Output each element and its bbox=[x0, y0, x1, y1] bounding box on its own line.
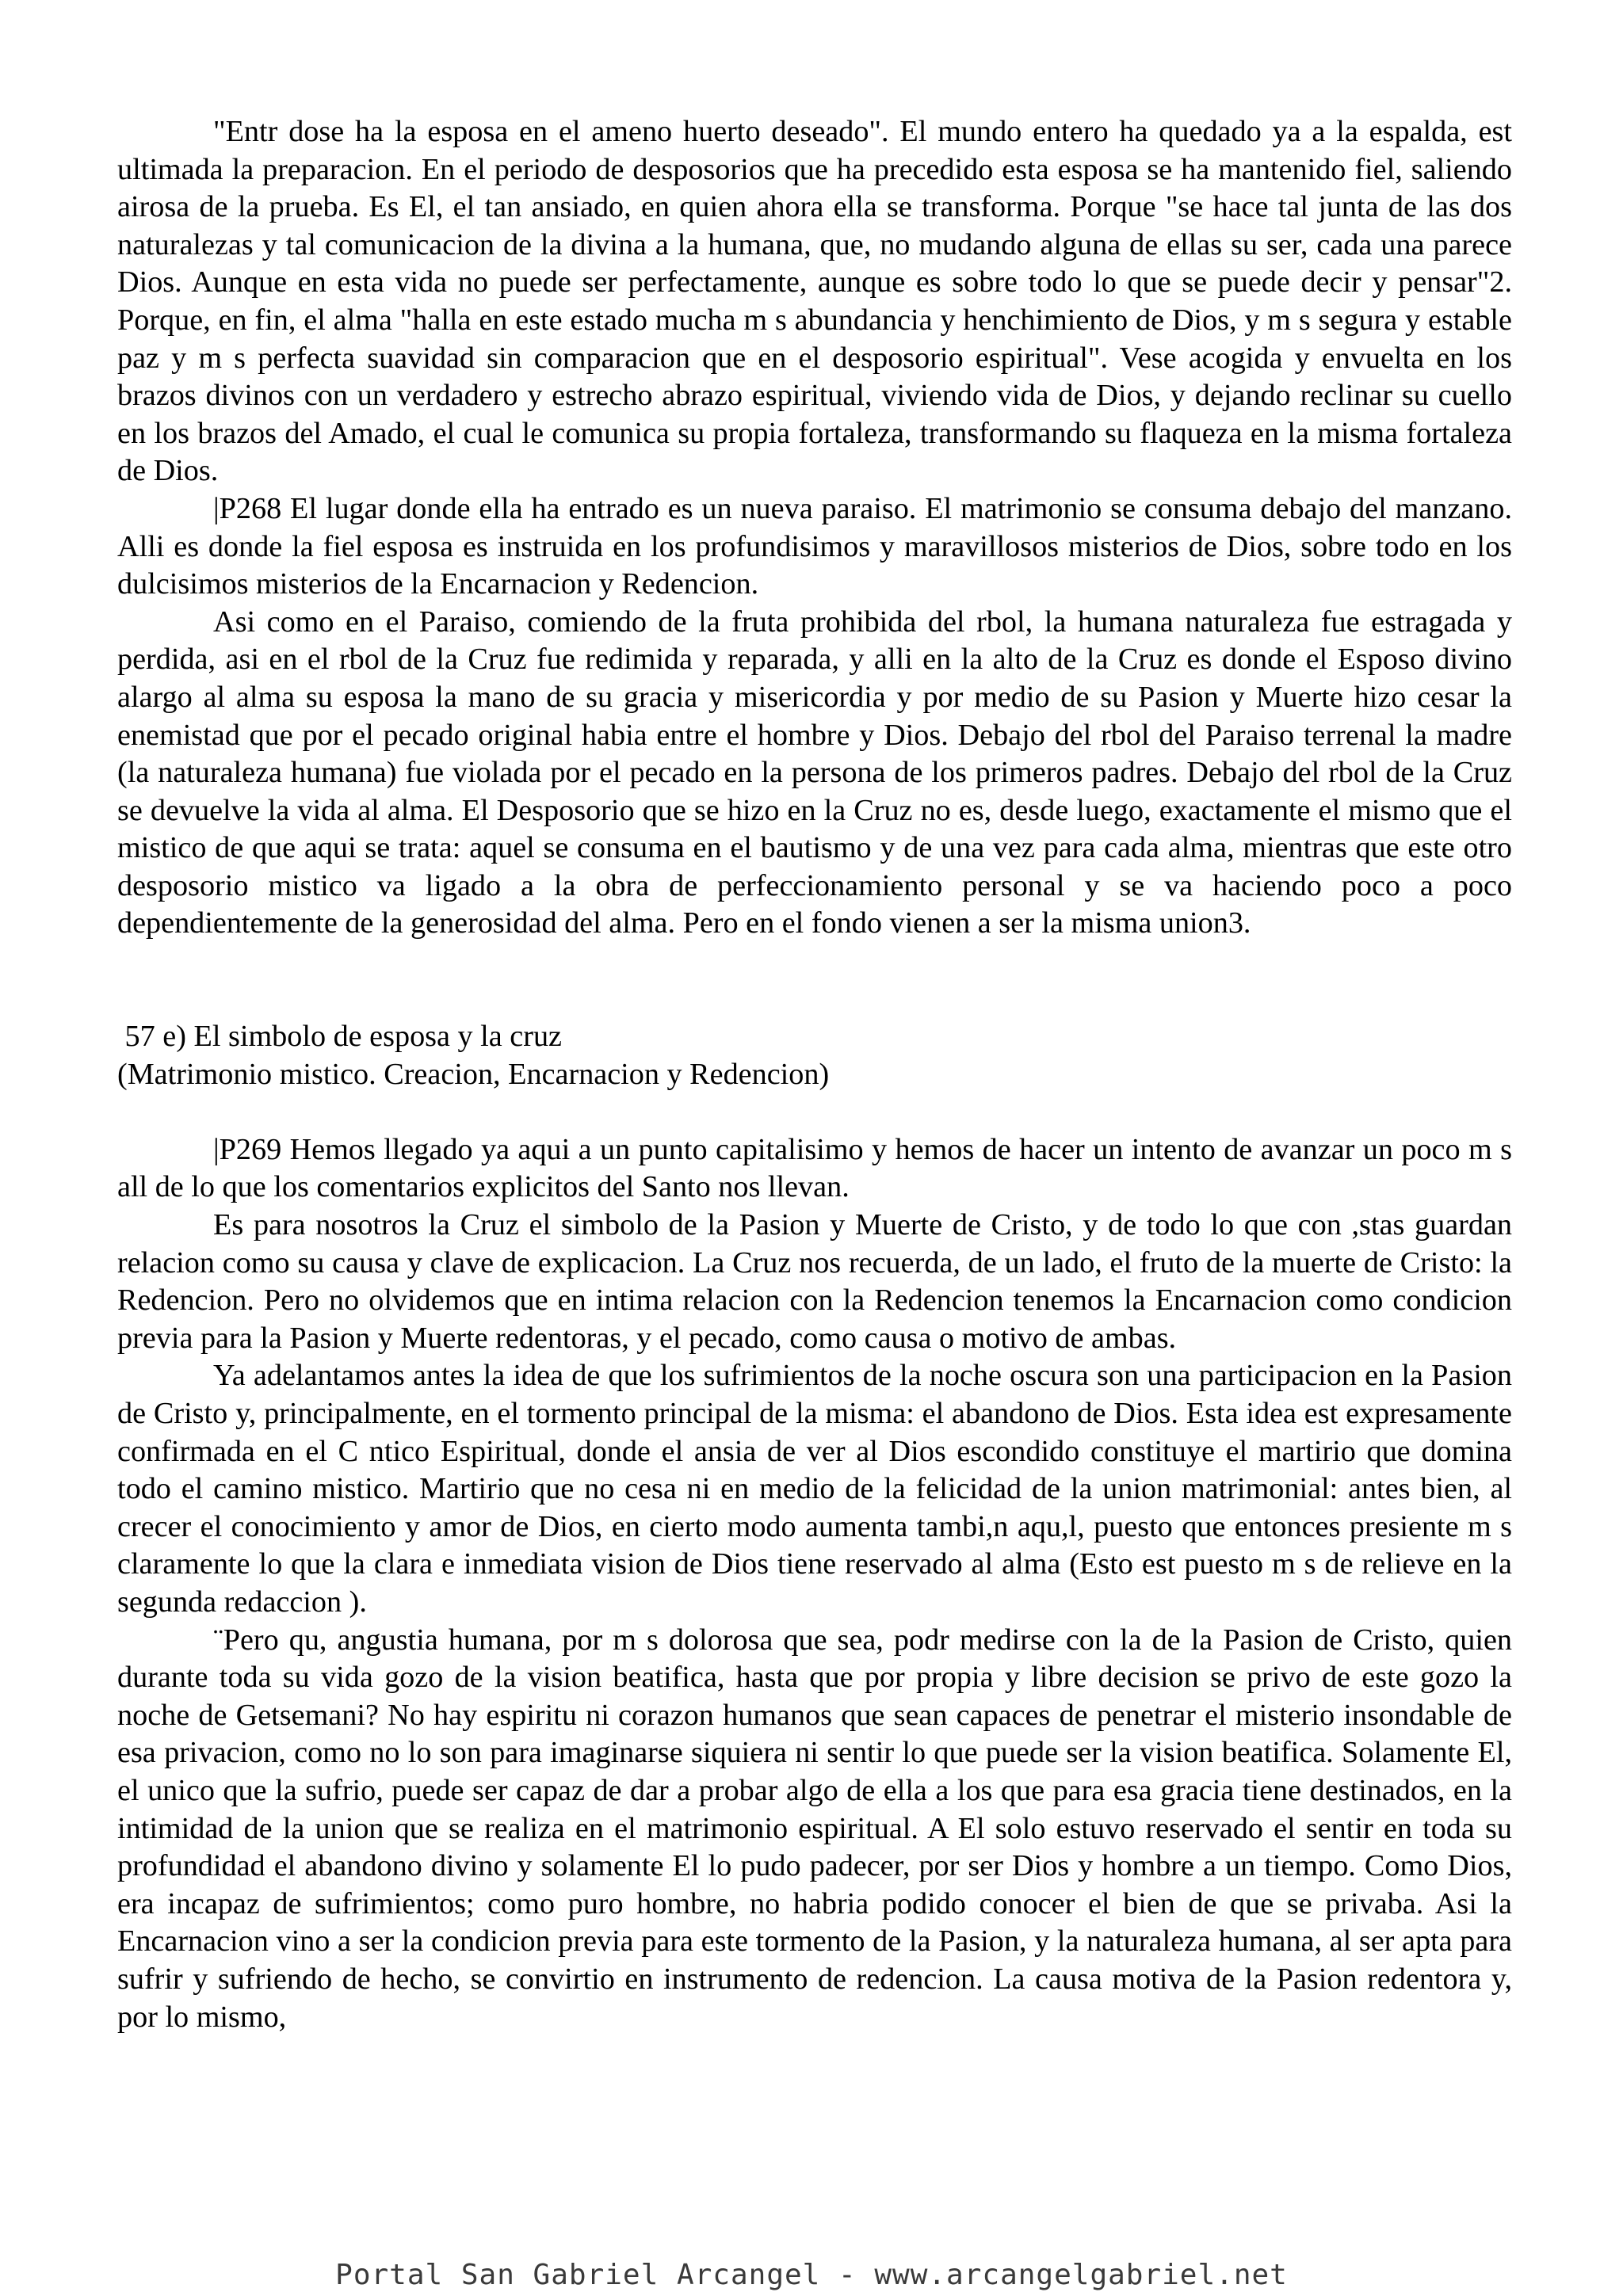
document-body bbox=[117, 113, 1512, 2036]
section-heading-title: 57 e) El simbolo de esposa y la cruz bbox=[117, 1020, 562, 1054]
section-heading bbox=[117, 1018, 1512, 1093]
paragraph: |P268 El lugar donde ella ha entrado es un nueva paraiso. El matrimonio se consuma debajo del manzano. Alli es donde la fiel esposa es instruida en los profundisimos y maravillosos misterios de Dios, sobre todo en los dulcisimos misterios de la Encarnacion y Redencion. bbox=[117, 491, 1512, 601]
paragraph: Es para nosotros la Cruz el simbolo de la Pasion y Muerte de Cristo, y de todo lo que con ,stas guardan relacion como su causa y clave de explicacion. La Cruz nos recuerda, de un lado, el fruto de la muerte de Cristo: la Redencion. Pero no olvidemos que en intima relacion con la Redencion tenemos la Encarnacion como condicion previa para la Pasion y Muerte redentoras, y el pecado, como causa o motivo de ambas. bbox=[117, 1208, 1512, 1355]
spacer bbox=[117, 943, 1512, 1018]
page-footer: Portal San Gabriel Arcangel - www.arcangelgabriel.net bbox=[335, 2259, 1288, 2291]
paragraph: "Entr dose ha la esposa en el ameno huerto deseado". El mundo entero ha quedado ya a la espalda, est ultimada la preparacion. En el periodo de desposorios que ha precedido esta esposa se ha mantenido fiel, saliendo airosa de la prueba. Es El, el tan ansiado, en quien ahora ella se transforma. Porque "se hace tal junta de las dos naturalezas y tal comunicacion de la divina a la humana, que, no mudando alguna de ellas su ser, cada una parece Dios. Aunque en esta vida no puede ser perfectamente, aunque es sobre todo lo que se puede decir y pensar"2. Porque, en fin, el alma "halla en este estado mucha m s abundancia y henchimiento de Dios, y m s segura y estable paz y m s perfecta suavidad sin comparacion que en el desposorio espiritual". Vese acogida y envuelta en los brazos divinos con un verdadero y estrecho abrazo espiritual, viviendo vida de Dios, y dejando reclinar su cuello en los brazos del Amado, el cual le comunica su propia fortaleza, transformando su flaqueza en la misma fortaleza de Dios. bbox=[117, 115, 1512, 488]
paragraph: |P269 Hemos llegado ya aqui a un punto capitalisimo y hemos de hacer un intento de avanzar un poco m s all de lo que los comentarios explicitos del Santo nos llevan. bbox=[117, 1132, 1512, 1204]
paragraph: Ya adelantamos antes la idea de que los sufrimientos de la noche oscura son una participacion en la Pasion de Cristo y, principalmente, en el tormento principal de la misma: el abandono de Dios. Esta idea est expresamente confirmada en el C ntico Espiritual, donde el ansia de ver al Dios escondido constituye el martirio que domina todo el camino mistico. Martirio que no cesa ni en medio de la felicidad de la union matrimonial: antes bien, al crecer el conocimiento y amor de Dios, en cierto modo aumenta tambi,n aqu,l, puesto que entonces presiente m s claramente lo que la clara e inmediata vision de Dios tiene reservado al alma (Esto est puesto m s de relieve en la segunda redaccion ). bbox=[117, 1359, 1512, 1619]
paragraph: ¨Pero qu, angustia humana, por m s dolorosa que sea, podr medirse con la de la Pasion de Cristo, quien durante toda su vida gozo de la vision beatifica, hasta que por propia y libre decision se privo de este gozo la noche de Getsemani? No hay espiritu ni corazon humanos que sean capaces de penetrar el misterio insondable de esa privacion, como no lo son para imaginarse siquiera ni sentir lo que puede ser la vision beatifica. Solamente El, el unico que la sufrio, puede ser capaz de dar a probar algo de ella a los que para esa gracia tiene destinados, en la intimidad de la union que se realiza en el matrimonio espiritual. A El solo estuvo reservado el sentir en toda su profundidad el abandono divino y solamente El lo pudo padecer, por ser Dios y hombre a un tiempo. Como Dios, era incapaz de sufrimientos; como puro hombre, no habria podido conocer el bien de que se privaba. Asi la Encarnacion vino a ser la condicion previa para este tormento de la Pasion, y la naturaleza humana, al ser apta para sufrir y sufriendo de hecho, se convirtio en instrumento de redencion. La causa motiva de la Pasion redentora y, por lo mismo, bbox=[117, 1623, 1512, 2034]
section-heading-subtitle: (Matrimonio mistico. Creacion, Encarnacion y Redencion) bbox=[117, 1057, 830, 1091]
spacer bbox=[117, 1093, 1512, 1131]
paragraph: Asi como en el Paraiso, comiendo de la fruta prohibida del rbol, la humana naturaleza fue estragada y perdida, asi en el rbol de la Cruz fue redimida y reparada, y alli en la alto de la Cruz es donde el Esposo divino alargo al alma su esposa la mano de su gracia y misericordia y por medio de su Pasion y Muerte hizo cesar la enemistad que por el pecado original habia entre el hombre y Dios. Debajo del rbol del Paraiso terrenal la madre (la naturaleza humana) fue violada por el pecado en la persona de los primeros padres. Debajo del rbol de la Cruz se devuelve la vida al alma. El Desposorio que se hizo en la Cruz no es, desde luego, exactamente el mismo que el mistico de que aqui se trata: aquel se consuma en el bautismo y de una vez para cada alma, mientras que este otro desposorio mistico va ligado a la obra de perfeccionamiento personal y se va haciendo poco a poco dependientemente de la generosidad del alma. Pero en el fondo vienen a ser la misma union3. bbox=[117, 605, 1512, 940]
